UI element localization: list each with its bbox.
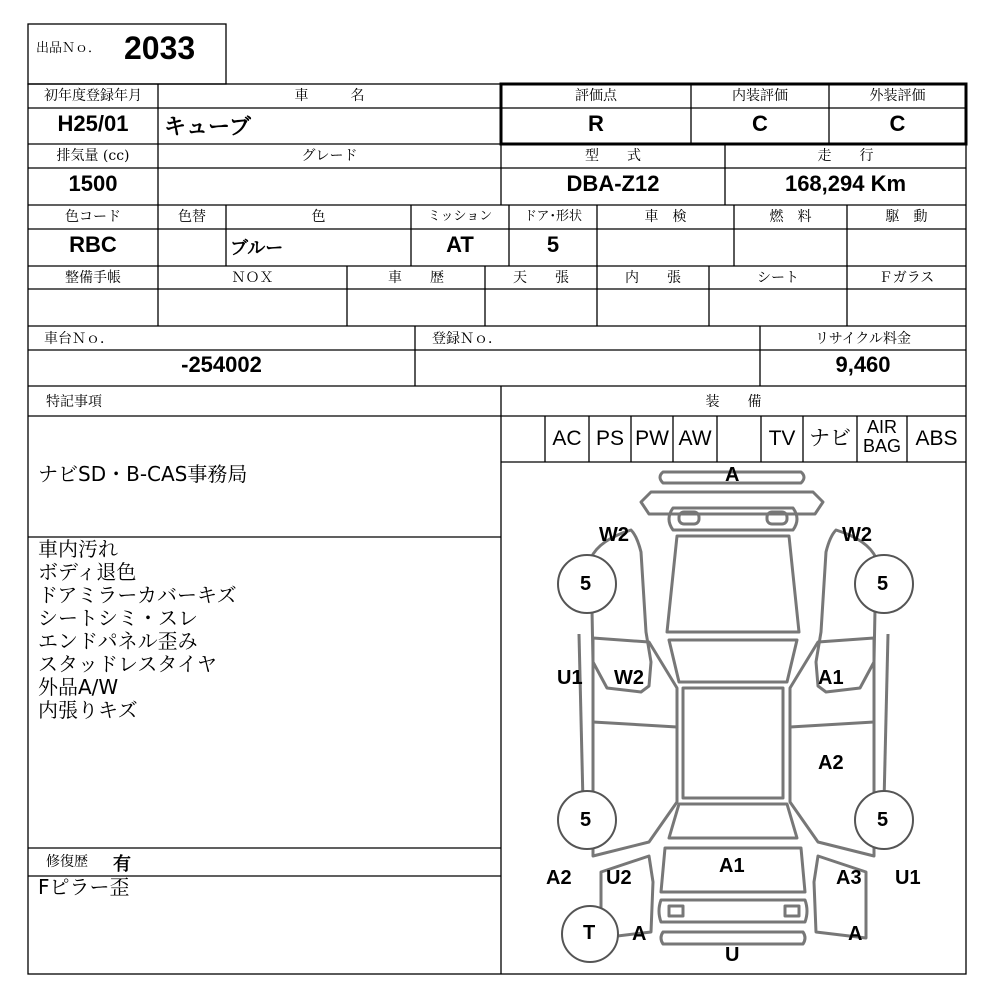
repaint-label: 色替 — [178, 209, 206, 225]
maintenance-label: 整備手帳 — [65, 270, 121, 286]
mark-a1-rear: A1 — [719, 855, 745, 877]
equip-tv: TV — [768, 427, 796, 450]
note-line: 外品A/W — [38, 675, 119, 699]
equip-airbag — [857, 418, 907, 456]
notes-list — [38, 538, 237, 722]
recycle-fee-value: 9,460 — [835, 352, 891, 377]
note-line: 車内汚れ — [38, 537, 118, 561]
mileage-value: 168,294 Km — [784, 171, 907, 196]
mark-u1-rear-right: U1 — [895, 867, 921, 889]
recycle-fee-label: リサイクル料金 — [814, 331, 912, 347]
grade-label: グレード — [301, 148, 358, 164]
mark-w2-left: W2 — [599, 524, 629, 546]
lot-label: 出品Ｎｏ． — [36, 41, 102, 56]
seat-label: シート — [757, 270, 799, 286]
equip-airbag-bottom: BAG — [862, 436, 901, 456]
notes-first-line: ナビSD・B-CAS事務局 — [38, 462, 248, 486]
note-line: スタッドレスタイヤ — [38, 652, 217, 676]
mark-u1-left: U1 — [557, 667, 583, 689]
interior-score-value: C — [752, 111, 768, 136]
note-line: 内張りキズ — [38, 698, 138, 722]
color-code-label: 色コード — [65, 209, 121, 225]
equipment-label: 装 備 — [705, 394, 762, 410]
equip-ps: PS — [595, 427, 624, 450]
mark-a2-rear-left: A2 — [546, 867, 572, 889]
note-line: ドアミラーカバーキズ — [38, 583, 237, 607]
interior-score-label: 内装評価 — [732, 88, 788, 104]
mark-a-rear-left: A — [632, 923, 647, 945]
car-diagram — [501, 462, 966, 974]
interior-trim-label: 内 張 — [625, 270, 681, 286]
mission-label: ミッション — [427, 209, 493, 224]
front-glass-label: Ｆガラス — [878, 270, 935, 286]
equip-airbag-top: AIR — [866, 417, 897, 437]
mark-spare: T — [583, 922, 596, 944]
mark-a1-right: A1 — [818, 667, 844, 689]
mark-a3-rear-right: A3 — [836, 867, 862, 889]
fuel-label: 燃 料 — [769, 209, 812, 225]
color-code-value: RBC — [69, 232, 117, 257]
repair-history-label: 修復歴 — [46, 854, 88, 870]
exterior-score-label: 外装評価 — [869, 88, 926, 104]
model-label: 型 式 — [585, 148, 641, 164]
history-label: 車 歴 — [388, 270, 444, 286]
color-value: ブルー — [230, 238, 284, 259]
notes-label: 特記事項 — [46, 394, 102, 410]
mileage-label: 走 行 — [817, 148, 874, 164]
first-reg-value: H25/01 — [57, 111, 129, 136]
displacement-label: 排気量 (cc) — [56, 148, 130, 164]
chassis-label: 車台Ｎｏ． — [44, 331, 114, 347]
first-reg-label: 初年度登録年月 — [44, 88, 142, 104]
reg-no-label: 登録Ｎｏ． — [432, 331, 502, 347]
displacement-value: 1500 — [68, 171, 118, 196]
exterior-score-value: C — [889, 111, 906, 136]
inspection-label: 車 検 — [644, 209, 687, 225]
roof-lining-label: 天 張 — [513, 270, 569, 286]
door-shape-label: ドア･形状 — [523, 209, 583, 224]
mark-u-rear: U — [725, 944, 740, 966]
mark-a2-right: A2 — [818, 752, 844, 774]
mark-tire-fl: 5 — [580, 573, 592, 595]
mark-tire-rr: 5 — [877, 809, 889, 831]
chassis-value: -254002 — [181, 352, 262, 377]
lot-number: 2033 — [124, 30, 196, 66]
note-line: シートシミ・スレ — [38, 606, 198, 630]
repair-history-value: 有 — [113, 854, 131, 875]
mission-value: AT — [446, 232, 474, 257]
nox-label: ＮＯＸ — [231, 270, 274, 286]
equip-abs: ABS — [915, 427, 958, 450]
mark-u2-rear: U2 — [606, 867, 632, 889]
note-line: エンドパネル歪み — [38, 629, 198, 653]
mark-tire-rl: 5 — [580, 809, 592, 831]
color-label: 色 — [311, 209, 326, 225]
note-line: ボディ退色 — [38, 560, 137, 584]
equip-aw: AW — [678, 427, 712, 450]
mark-w2-right: W2 — [842, 524, 872, 546]
score-label: 評価点 — [575, 88, 617, 104]
car-name-value: キューブ — [164, 115, 251, 140]
mark-front-bumper: A — [725, 464, 740, 486]
equip-navi: ナビ — [809, 427, 851, 450]
model-value: DBA-Z12 — [566, 171, 660, 196]
drive-label: 駆 動 — [885, 209, 928, 225]
mark-tire-fr: 5 — [877, 573, 889, 595]
mark-w2-door: W2 — [614, 667, 644, 689]
equip-ac: AC — [552, 427, 582, 450]
car-name-label: 車 名 — [294, 88, 365, 104]
repair-note: Fピラー歪 — [38, 875, 130, 899]
score-value: R — [588, 111, 604, 136]
equip-pw: PW — [635, 427, 669, 450]
mark-a-rear-right: A — [848, 923, 863, 945]
door-value: 5 — [546, 232, 560, 257]
